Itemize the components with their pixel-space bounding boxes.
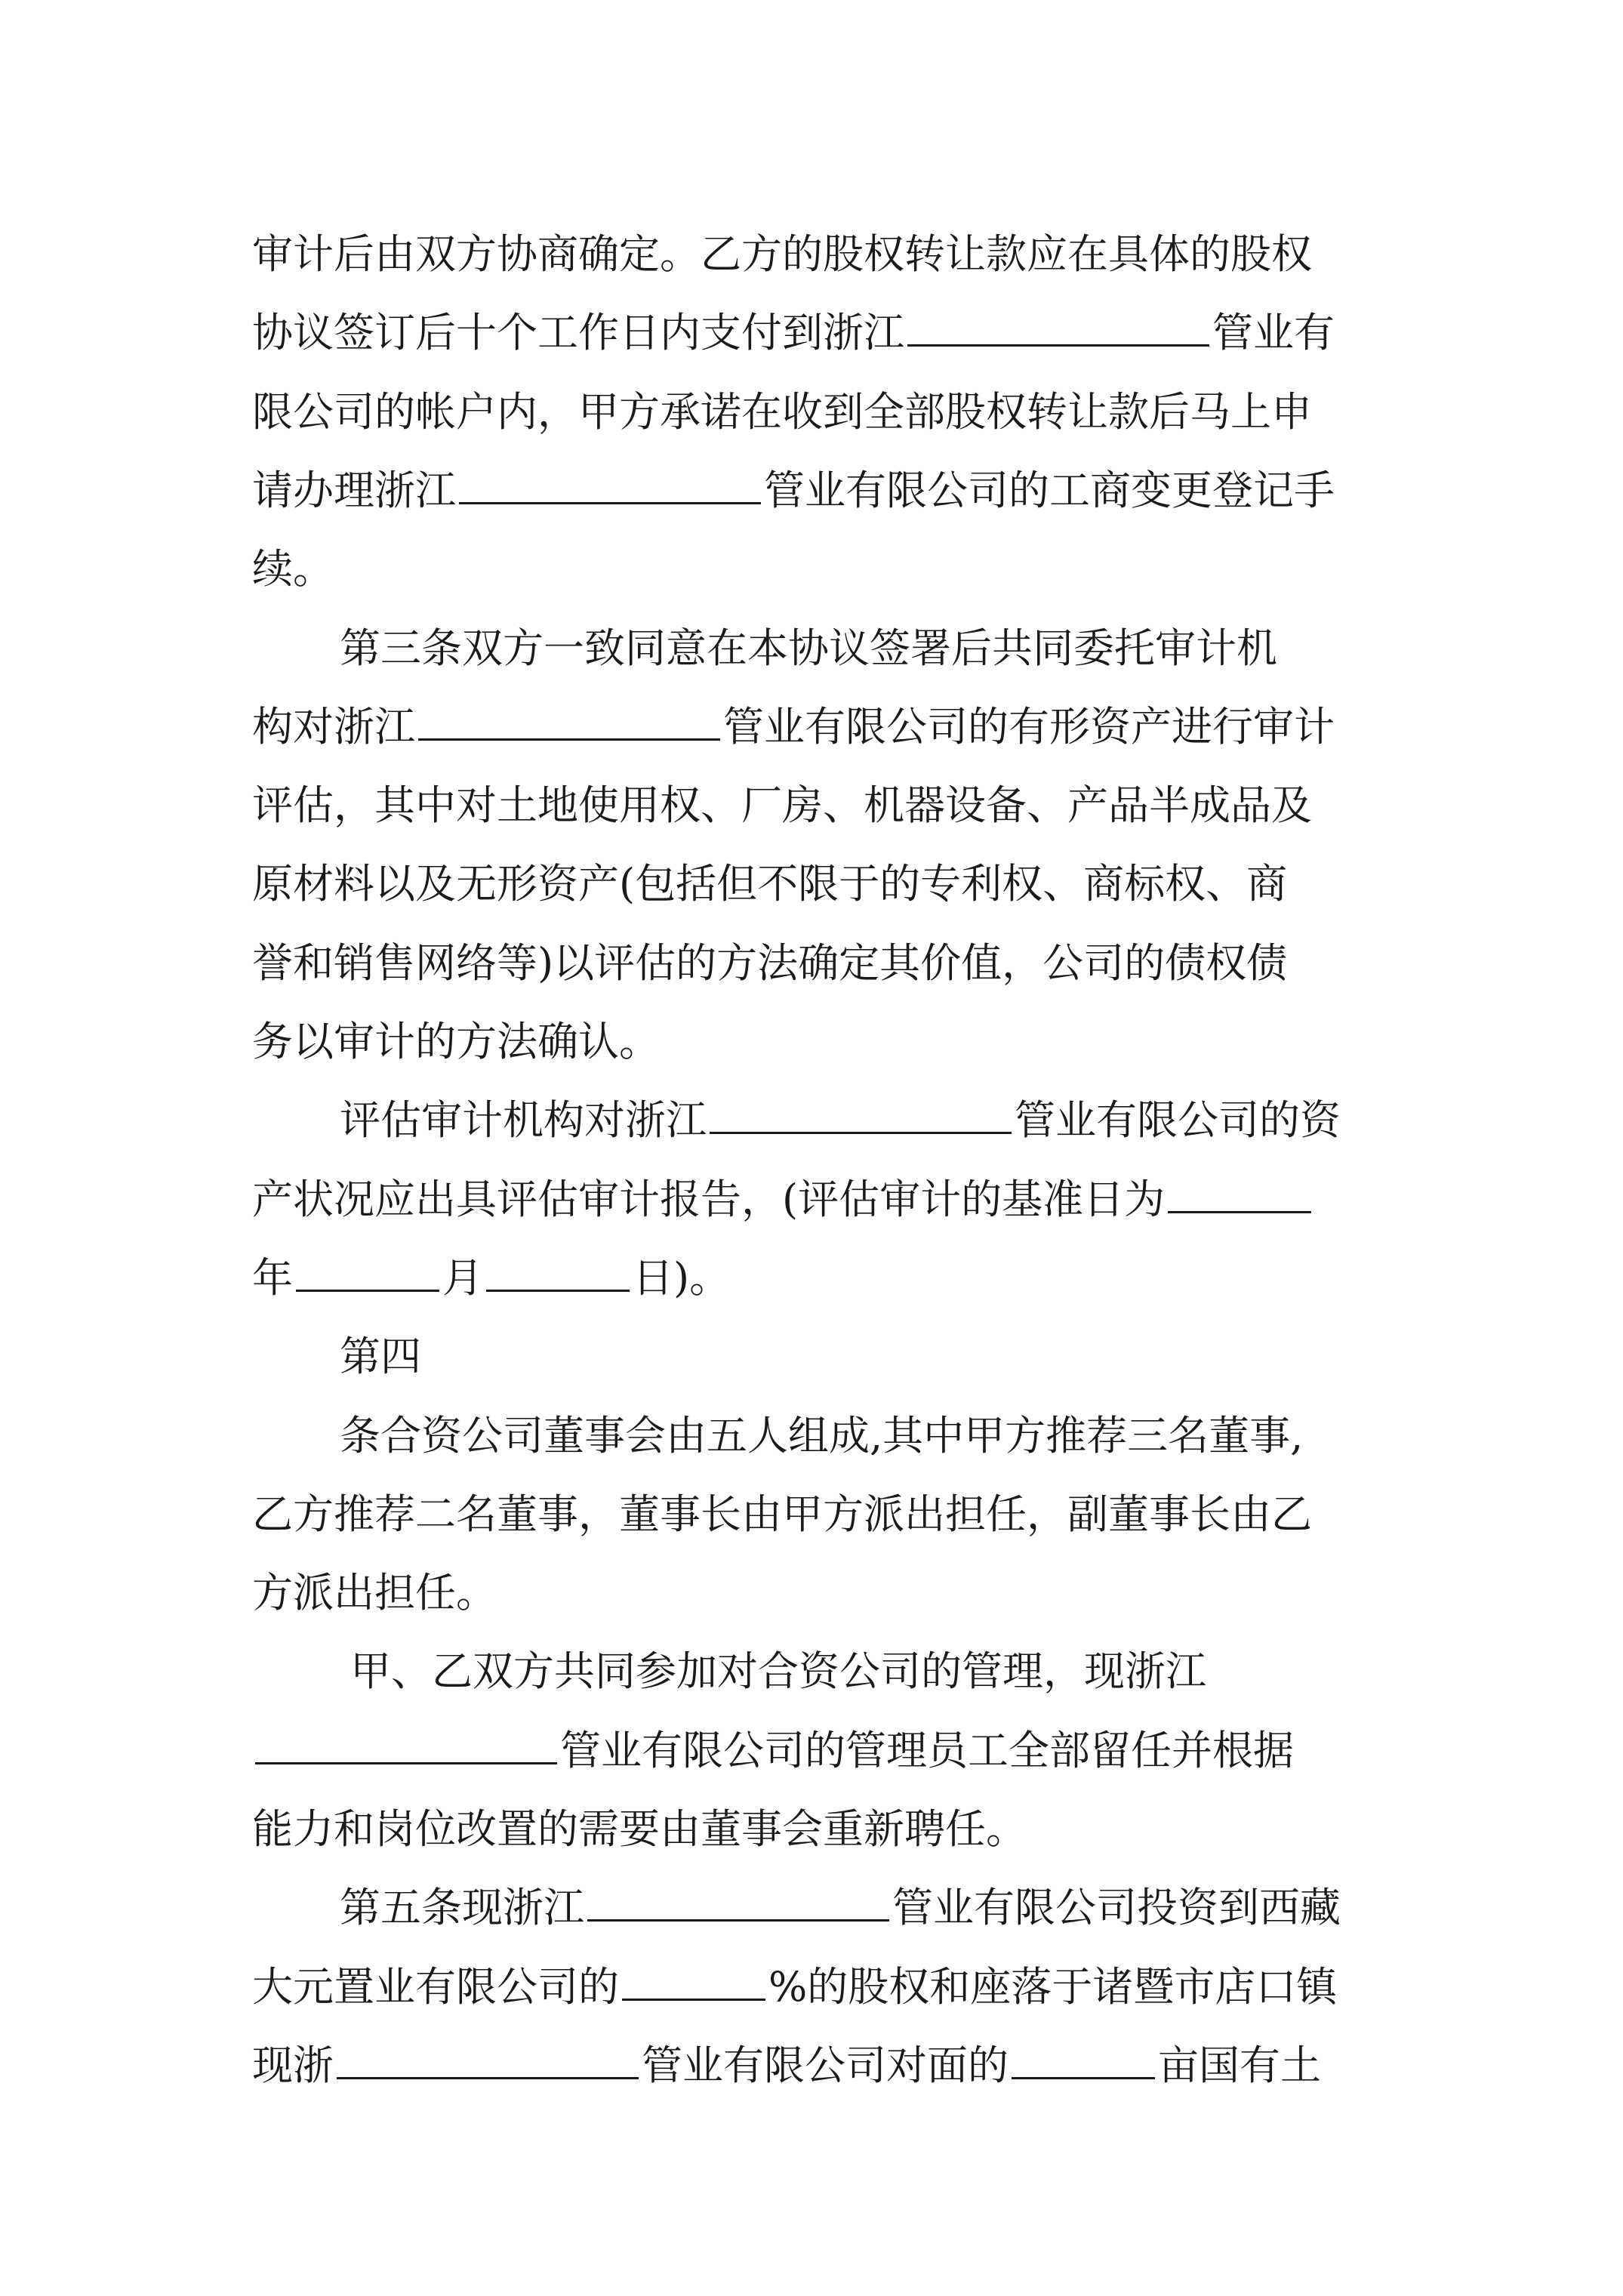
- line-text: 评估审计机构对浙江: [340, 1096, 707, 1144]
- line-text: 管业有限公司的工商变更登记手: [764, 467, 1335, 514]
- line-text: 评估，其中对土地使用权、厂房、机器设备、产品半成品及: [252, 781, 1312, 829]
- document-line: [252, 1475, 1389, 1554]
- document-line: [340, 1869, 1389, 1947]
- fill-in-blank: [587, 1877, 889, 1922]
- document-line: [252, 1948, 1389, 2026]
- line-text: 请办理浙江: [252, 467, 456, 514]
- document-line: [340, 1081, 1389, 1160]
- line-text: 原材料以及无形资产(包括但不限于的专利权、商标权、商: [252, 860, 1288, 908]
- line-text: 条合资公司董事会由五人组成,其中甲方推荐三名董事,: [340, 1412, 1304, 1459]
- document-line: [252, 1712, 1389, 1790]
- fill-in-blank: [622, 1956, 765, 2001]
- line-text: 现浙: [252, 2042, 334, 2089]
- line-text: 管业有限公司投资到西藏: [892, 1884, 1341, 1931]
- line-text: 管业有限公司的资: [1015, 1096, 1341, 1144]
- document-line: [252, 845, 1389, 923]
- fill-in-blank: [459, 460, 761, 504]
- line-text: 第五条现浙江: [340, 1884, 584, 1931]
- document-line: [340, 609, 1389, 688]
- line-text: 日)。: [633, 1254, 731, 1302]
- line-text: 方派出担任。: [252, 1569, 497, 1616]
- document-line: [252, 766, 1389, 845]
- fill-in-blank: [255, 1720, 557, 1764]
- line-text: 管业有限公司的有形资产进行审计: [723, 703, 1335, 750]
- line-text: 协议签订后十个工作日内支付到浙江: [252, 309, 904, 356]
- document-line: [252, 294, 1389, 372]
- line-text: 誉和销售网络等)以评估的方法确定其价值，公司的债权债: [252, 939, 1288, 987]
- line-text: 第三条双方一致同意在本协议签署后共同委托审计机: [340, 624, 1277, 672]
- line-text: 能力和岗位改置的需要由董事会重新聘任。: [252, 1805, 1027, 1853]
- fill-in-blank: [710, 1089, 1012, 1134]
- line-text: 审计后由双方协商确定。乙方的股权转让款应在具体的股权: [252, 230, 1312, 278]
- document-line: [252, 1790, 1389, 1869]
- document-line: [252, 215, 1389, 294]
- line-text: 管业有限公司的管理员工全部留任并根据: [560, 1727, 1294, 1774]
- fill-in-blank: [486, 1247, 630, 1292]
- line-text: %的股权和座落于诸暨市店口镇: [768, 1963, 1338, 2011]
- line-text: 限公司的帐户内，甲方承诺在收到全部股权转让款后马上申: [252, 388, 1312, 436]
- document-line: [340, 1397, 1389, 1475]
- fill-in-blank: [1012, 2035, 1155, 2079]
- document-line: [252, 1554, 1389, 1632]
- line-text: 续。: [252, 545, 334, 593]
- line-text: 亩国有土: [1158, 2042, 1321, 2089]
- fill-in-blank: [907, 302, 1209, 347]
- document-line: [350, 1632, 1389, 1711]
- document-line: [252, 924, 1389, 1003]
- fill-in-blank: [418, 696, 720, 741]
- document-line: [252, 1160, 1389, 1239]
- line-text: 务以审计的方法确认。: [252, 1018, 660, 1065]
- line-text: 管业有: [1212, 309, 1335, 356]
- document-line: [252, 530, 1389, 609]
- line-text: 大元置业有限公司的: [252, 1963, 619, 2011]
- document-line: [252, 1003, 1389, 1081]
- line-text: 管业有限公司对面的: [642, 2042, 1009, 2089]
- document-line: [252, 451, 1389, 530]
- line-text: 产状况应出具评估审计报告，(评估审计的基准日为: [252, 1176, 1166, 1223]
- line-text: 乙方推荐二名董事，董事长由甲方派出担任，副董事长由乙: [252, 1490, 1312, 1538]
- document-line: [252, 1239, 1389, 1318]
- fill-in-blank: [1168, 1169, 1311, 1213]
- document-line: [252, 373, 1389, 451]
- document-line: [340, 1318, 1389, 1396]
- line-text: 甲、乙双方共同参加对合资公司的管理，现浙江: [350, 1647, 1206, 1695]
- document-line: [252, 2026, 1389, 2105]
- line-text: 第四: [340, 1333, 421, 1380]
- line-text: 构对浙江: [252, 703, 415, 750]
- document-line: [252, 688, 1389, 766]
- line-text: 年: [252, 1254, 293, 1302]
- line-text: 月: [442, 1254, 483, 1302]
- fill-in-blank: [296, 1247, 439, 1292]
- fill-in-blank: [337, 2035, 639, 2079]
